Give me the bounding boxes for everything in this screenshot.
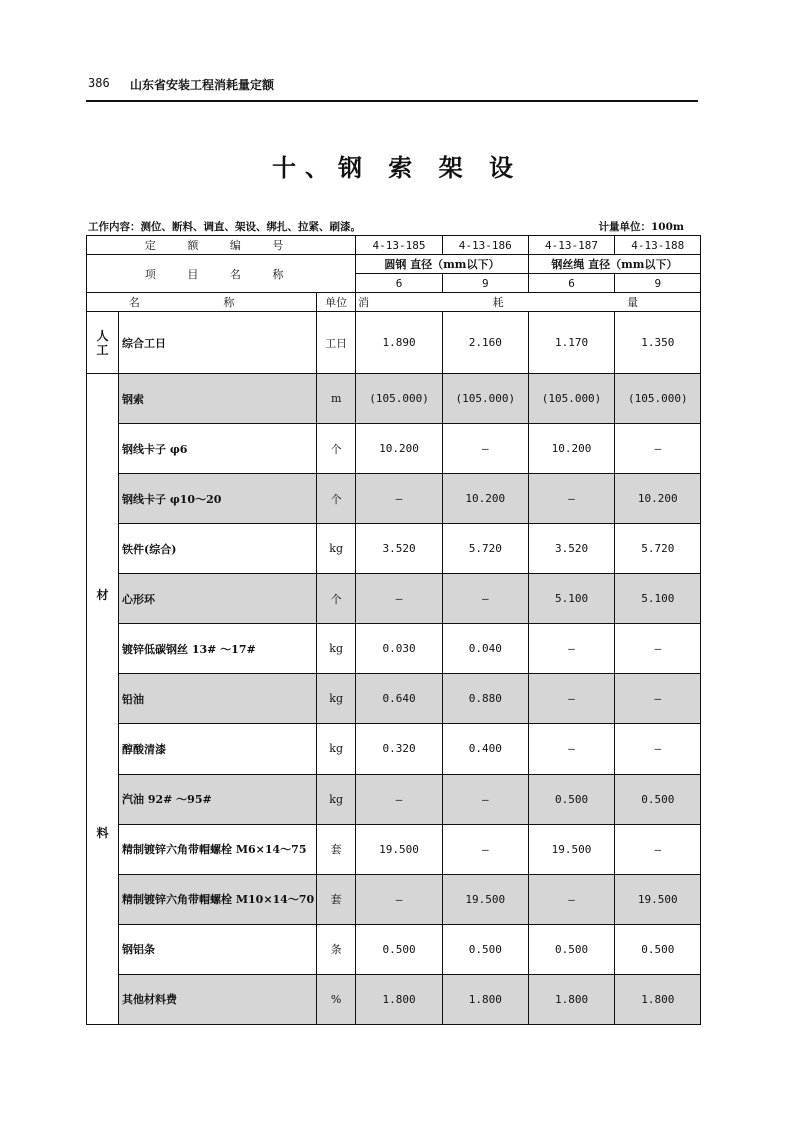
book-title: 山东省安装工程消耗量定额 (130, 78, 275, 92)
value-cell: — (528, 624, 615, 674)
diameter-cell: 9 (442, 274, 528, 293)
value-cell: 5.720 (442, 524, 528, 574)
value-cell: 19.500 (615, 874, 701, 924)
value-cell: — (442, 774, 528, 824)
value-cell: 0.500 (528, 924, 615, 974)
labor-category (87, 312, 119, 374)
quota-table (86, 235, 701, 1025)
item-unit: kg (317, 724, 356, 774)
material-category (87, 374, 119, 1025)
item-unit: 个 (317, 574, 356, 624)
item-unit: 个 (317, 424, 356, 474)
consumption-header: 消 耗 量 (356, 293, 701, 312)
value-cell: — (528, 724, 615, 774)
value-cell: 10.200 (442, 474, 528, 524)
value-cell: — (356, 574, 443, 624)
value-cell: 10.200 (528, 424, 615, 474)
item-unit: kg (317, 674, 356, 724)
material-row (87, 574, 701, 624)
category-char: 人 (96, 328, 109, 343)
material-row (87, 524, 701, 574)
value-cell: — (356, 874, 443, 924)
item-unit: 个 (317, 474, 356, 524)
value-cell: — (442, 424, 528, 474)
item-name: 醇酸清漆 (119, 724, 317, 774)
value-cell: — (528, 674, 615, 724)
value-cell: 3.520 (528, 524, 615, 574)
value-cell: — (615, 674, 701, 724)
value-cell: (105.000) (528, 374, 615, 424)
labor-row (87, 312, 701, 374)
value-cell: 0.040 (442, 624, 528, 674)
item-name: 精制镀锌六角带帽螺栓 M6×14～75 (119, 824, 317, 874)
item-name: 钢线卡子 φ10～20 (119, 474, 317, 524)
value-cell: 1.800 (442, 974, 528, 1024)
value-cell: 10.200 (615, 474, 701, 524)
value-cell: 5.720 (615, 524, 701, 574)
item-unit: m (317, 374, 356, 424)
column-header-row (87, 293, 701, 312)
code-cell: 4-13-188 (615, 236, 701, 255)
code-row (87, 236, 701, 255)
name-header: 名 称 (87, 293, 317, 312)
value-cell: 5.100 (528, 574, 615, 624)
value-cell: 0.400 (442, 724, 528, 774)
value-cell: 1.800 (356, 974, 443, 1024)
group-row (87, 255, 701, 274)
value-cell: 1.800 (615, 974, 701, 1024)
item-unit: kg (317, 774, 356, 824)
item-unit: 条 (317, 924, 356, 974)
material-row (87, 474, 701, 524)
value-cell: 1.800 (528, 974, 615, 1024)
page-header (86, 72, 698, 102)
item-name: 其他材料费 (119, 974, 317, 1024)
value-cell: 1.350 (615, 312, 701, 374)
category-char: 材 (96, 588, 109, 602)
value-cell: — (615, 724, 701, 774)
value-cell: 19.500 (356, 824, 443, 874)
category-char: 工 (96, 342, 109, 357)
value-cell: 0.500 (615, 774, 701, 824)
value-cell: 0.500 (615, 924, 701, 974)
category-char: 料 (96, 826, 109, 840)
value-cell: 0.500 (442, 924, 528, 974)
material-row (87, 624, 701, 674)
item-label: 项 目 名 称 (87, 255, 356, 293)
material-row (87, 774, 701, 824)
value-cell: (105.000) (442, 374, 528, 424)
value-cell: 1.170 (528, 312, 615, 374)
item-name: 汽油 92# ～95# (119, 774, 317, 824)
value-cell: 0.640 (356, 674, 443, 724)
material-row (87, 974, 701, 1024)
item-unit: kg (317, 524, 356, 574)
value-cell: — (528, 474, 615, 524)
code-cell: 4-13-187 (528, 236, 615, 255)
item-name: 精制镀锌六角带帽螺栓 M10×14～70 (119, 874, 317, 924)
value-cell: — (442, 824, 528, 874)
item-name: 钢线卡子 φ6 (119, 424, 317, 474)
section-title: 十、钢 索 架 设 (271, 153, 523, 182)
diameter-cell: 6 (356, 274, 443, 293)
work-content: 工作内容：测位、断料、调直、架设、绑扎、拉紧、刷漆。 (88, 221, 361, 233)
value-cell: — (615, 624, 701, 674)
item-name: 综合工日 (119, 312, 317, 374)
code-cell: 4-13-185 (356, 236, 443, 255)
material-row (87, 874, 701, 924)
item-unit: % (317, 974, 356, 1024)
value-cell: 2.160 (442, 312, 528, 374)
value-cell: (105.000) (615, 374, 701, 424)
item-name: 镀锌低碳钢丝 13# ～17# (119, 624, 317, 674)
value-cell: 1.890 (356, 312, 443, 374)
diameter-cell: 6 (528, 274, 615, 293)
item-name: 铅油 (119, 674, 317, 724)
item-name: 钢铝条 (119, 924, 317, 974)
item-name: 心形环 (119, 574, 317, 624)
unit-header: 单位 (317, 293, 356, 312)
value-cell: — (356, 774, 443, 824)
item-unit: 工日 (317, 312, 356, 374)
value-cell: (105.000) (356, 374, 443, 424)
value-cell: 19.500 (442, 874, 528, 924)
group-wire-rope: 钢丝绳 直径（mm以下） (528, 255, 701, 274)
value-cell: 0.500 (528, 774, 615, 824)
material-row (87, 724, 701, 774)
material-row (87, 424, 701, 474)
value-cell: — (615, 424, 701, 474)
material-row (87, 674, 701, 724)
value-cell: — (356, 474, 443, 524)
material-row (87, 824, 701, 874)
value-cell: 5.100 (615, 574, 701, 624)
value-cell: 0.320 (356, 724, 443, 774)
code-cell: 4-13-186 (442, 236, 528, 255)
group-round-steel: 圆钢 直径（mm以下） (356, 255, 528, 274)
value-cell: 0.880 (442, 674, 528, 724)
value-cell: — (615, 824, 701, 874)
diameter-cell: 9 (615, 274, 701, 293)
code-label: 定 额 编 号 (87, 236, 356, 255)
item-name: 铁件(综合) (119, 524, 317, 574)
value-cell: 0.500 (356, 924, 443, 974)
unit-note: 计量单位：100m (598, 221, 684, 233)
item-unit: 套 (317, 824, 356, 874)
material-row (87, 374, 701, 424)
page-number: 386 (88, 76, 110, 90)
item-name: 钢索 (119, 374, 317, 424)
value-cell: 3.520 (356, 524, 443, 574)
material-row (87, 924, 701, 974)
value-cell: 19.500 (528, 824, 615, 874)
value-cell: — (528, 874, 615, 924)
item-unit: 套 (317, 874, 356, 924)
value-cell: — (442, 574, 528, 624)
value-cell: 10.200 (356, 424, 443, 474)
item-unit: kg (317, 624, 356, 674)
value-cell: 0.030 (356, 624, 443, 674)
